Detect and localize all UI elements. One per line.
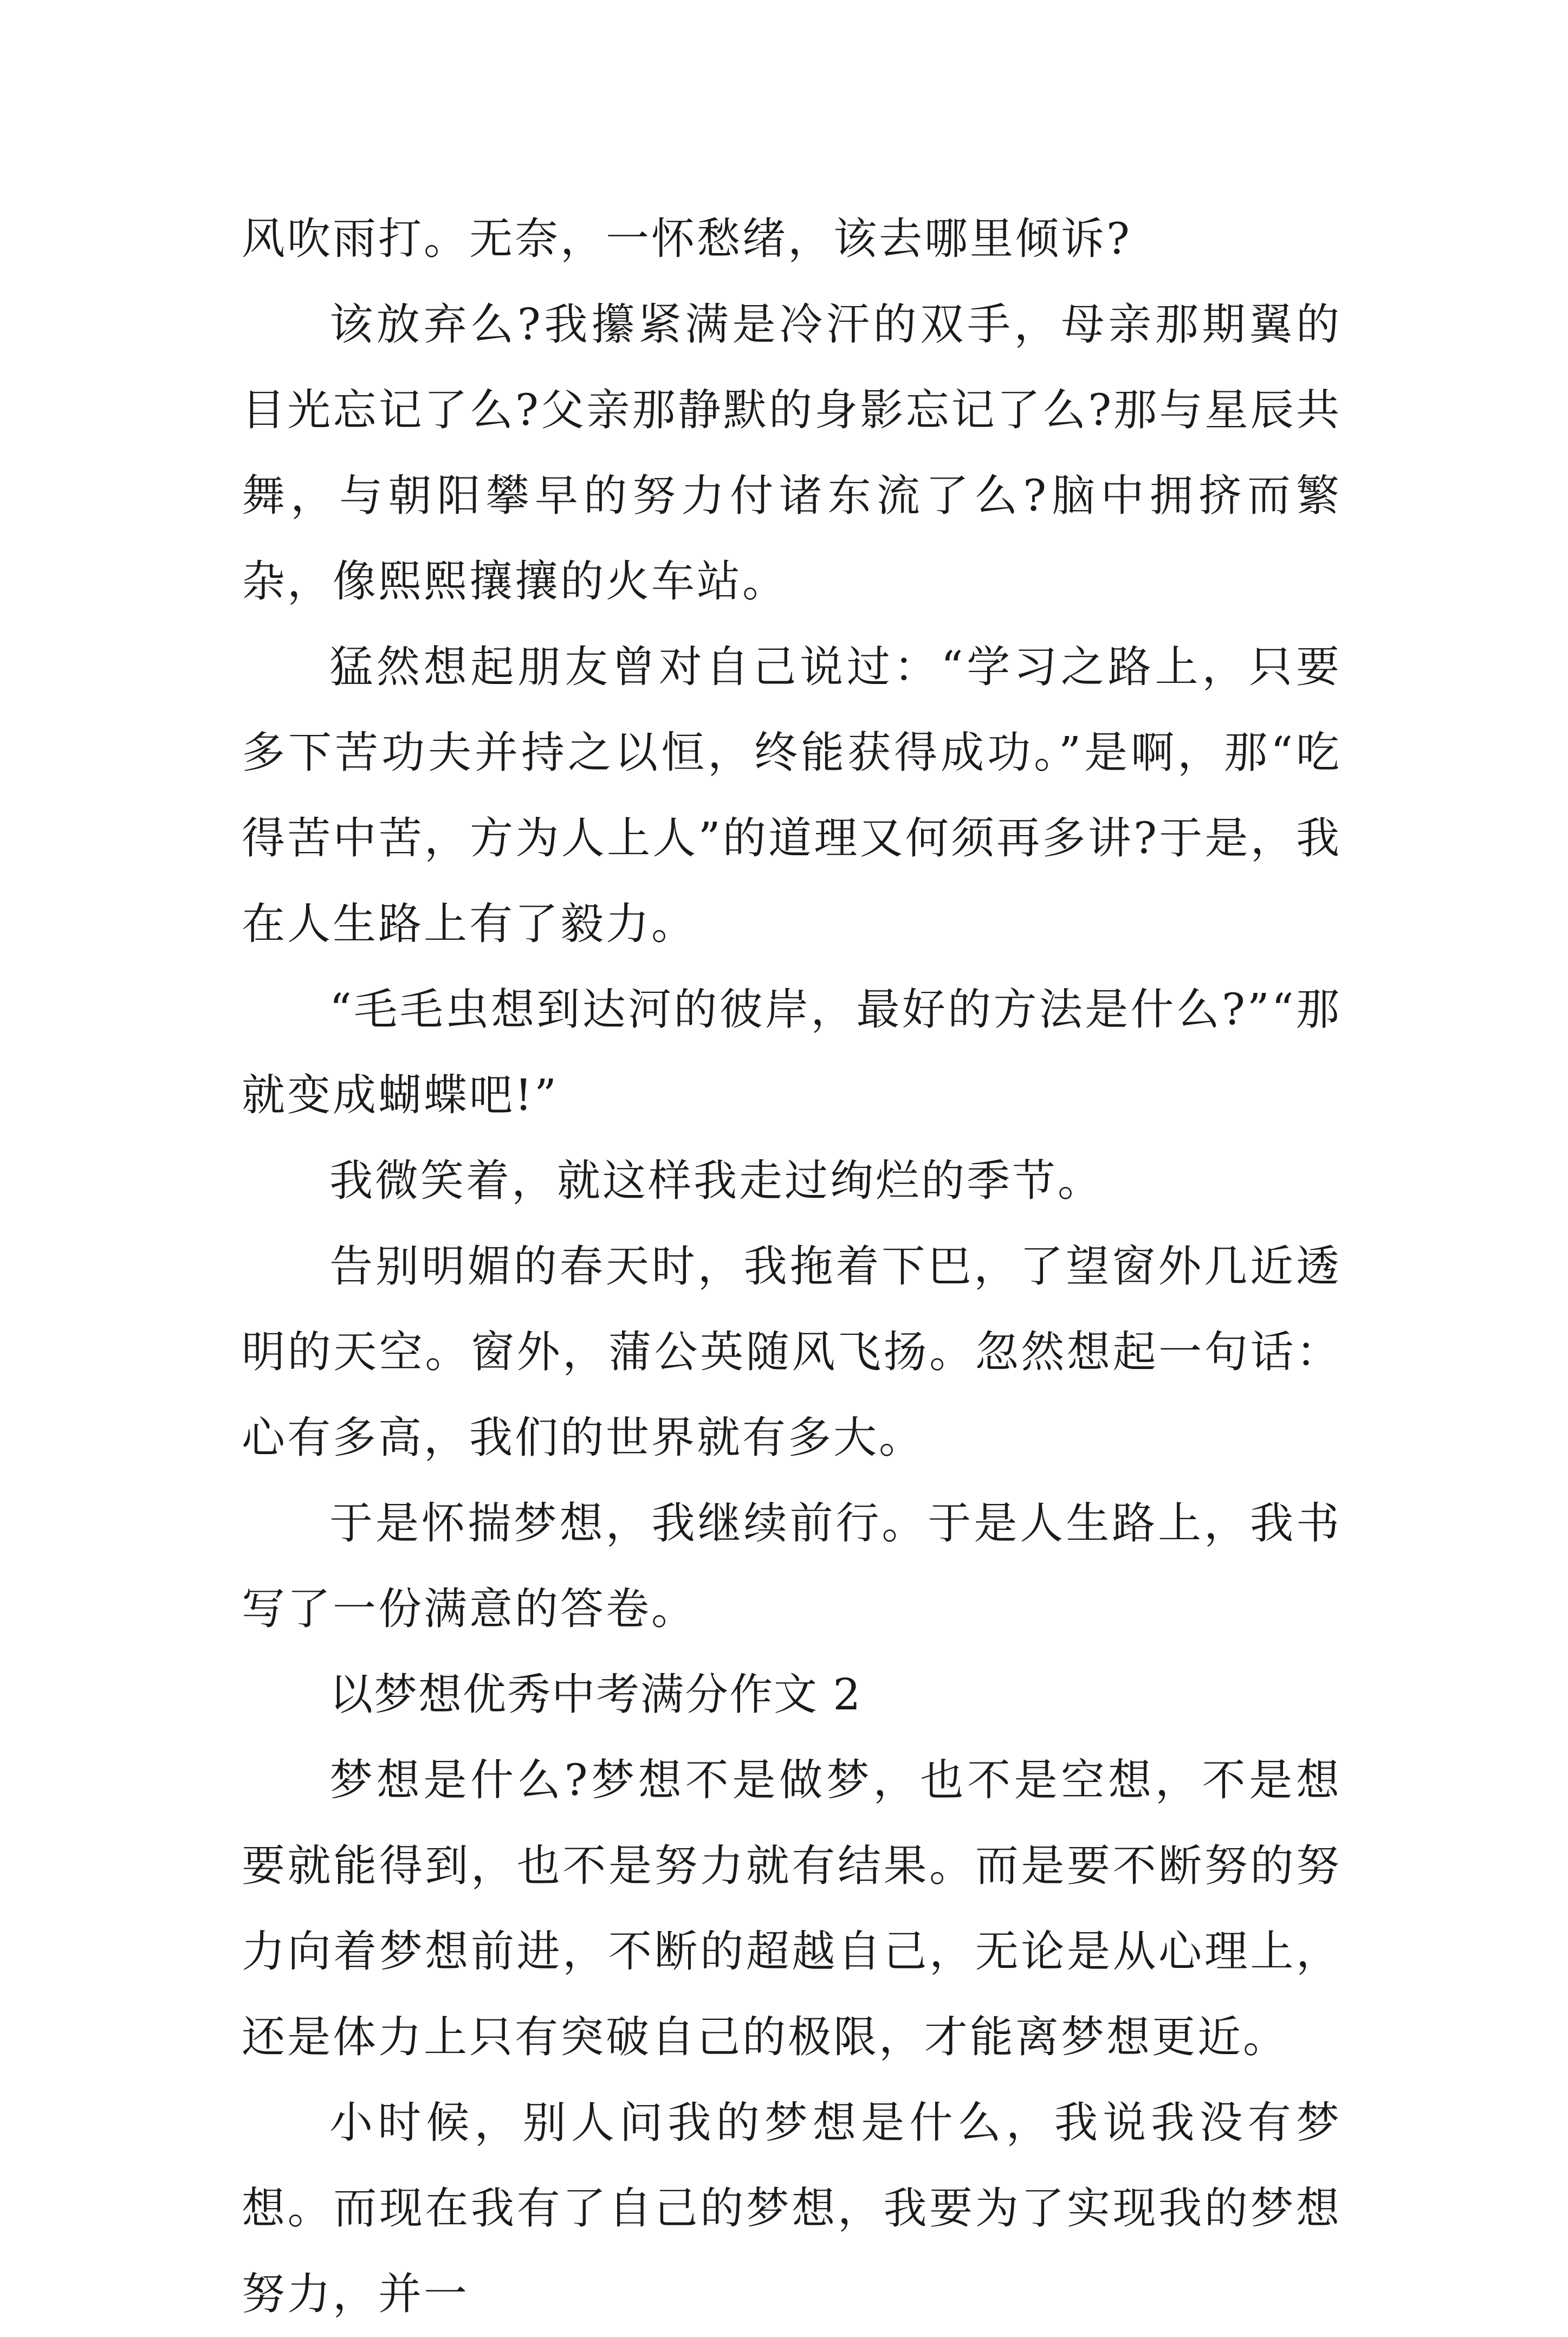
paragraph: 该放弃么?我攥紧满是冷汗的双手，母亲那期翼的目光忘记了么?父亲那静默的身影忘记了么?那与星辰共舞，与朝阳攀早的努力付诸东流了么?脑中拥挤而繁杂，像熙熙攘攘的火车站。 — [242, 299, 1342, 606]
paragraph: 猛然想起朋友曾对自己说过：“学习之路上，只要多下苦功夫并持之以恒，终能获得成功。”是啊，那“吃得苦中苦，方为人上人”的道理又何须再多讲?于是，我在人生路上有了毅力。 — [242, 642, 1342, 949]
section-heading: 以梦想优秀中考满分作文 2 — [329, 1669, 862, 1720]
paragraph: 我微笑着，就这样我走过绚烂的季节。 — [329, 1155, 1103, 1206]
paragraph-continuation: 风吹雨打。无奈，一怀愁绪，该去哪里倾诉? — [242, 214, 1132, 264]
paragraph: 小时候，别人问我的梦想是什么，我说我没有梦想。而现在我有了自己的梦想，我要为了实现我的梦想努力，并一 — [242, 2097, 1342, 2319]
paragraph-dialogue: “毛毛虫想到达河的彼岸，最好的方法是什么?”“那就变成蝴蝶吧!” — [242, 984, 1342, 1120]
paragraph: 梦想是什么?梦想不是做梦，也不是空想，不是想要就能得到，也不是努力就有结果。而是要不断努的努力向着梦想前进，不断的超越自己，无论是从心理上，还是体力上只有突破自己的极限，才能离梦想更近。 — [242, 1755, 1342, 2062]
paragraph: 告别明媚的春天时，我拖着下巴，了望窗外几近透明的天空。窗外，蒲公英随风飞扬。忽然想起一句话：心有多高，我们的世界就有多大。 — [242, 1241, 1342, 1463]
document-body — [242, 196, 1342, 2337]
paragraph: 于是怀揣梦想，我继续前行。于是人生路上，我书写了一份满意的答卷。 — [242, 1498, 1342, 1634]
